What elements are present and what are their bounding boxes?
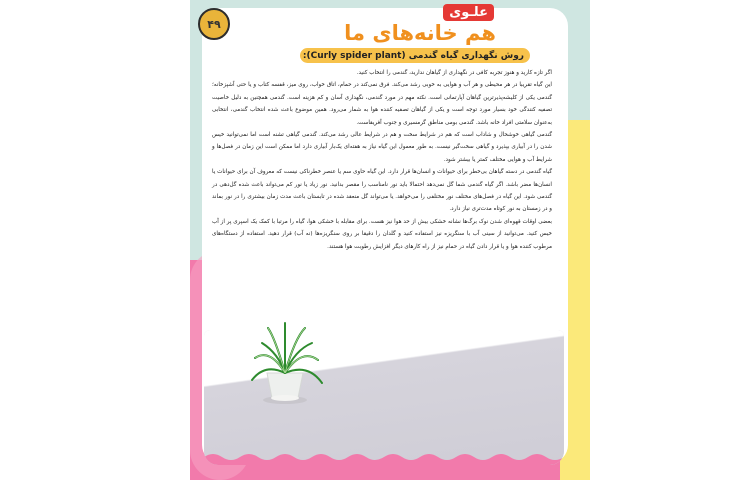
paragraph: این گیاه تقریبا در هر محیطی و هر آب و هوایی به خوبی رشد می‌کند. فرق نمی‌کند در حمام، اتاق خواب، روی میز، قفسه کتاب و یا حتی آشپزخانه؛ گندمی یکی از کلیشه‌پذیرترین گیاهان آپارتمانی است. نکته مهم در مورد گندمی، نگهداری آسان و کم هزینه است. گندمی همچنین به دلیل خاصیت تصفیه کنندگی خود بسیار مورد توجه است و یکی از گیاهان تصفیه کننده هوا به شمار می‌رود. همین موضوع باعث شده انتخاب گندمی، انتخابی به‌عنوان سلامتی افراد خانه باشد. گندمی بومی مناطق گرمسیری و جنوب آفریقاست.: [212, 82, 552, 126]
paragraph: اگر تازه کارید و هنوز تجربه کافی در نگهداری از گیاهان ندارید، گندمی را انتخاب کنید.: [356, 70, 552, 76]
section-badge: علـوی: [443, 4, 494, 21]
section-subtitle: روش نگهداری گیاه گندمی (Curly spider plant):: [300, 48, 530, 63]
page-number: ۴۹: [207, 17, 221, 31]
spider-plant-icon: [240, 318, 330, 408]
article-body: [212, 67, 552, 253]
page-title: هم خانه‌های ما: [344, 21, 496, 45]
paragraph: گندمی گیاهی خوشحال و شاداب است که هم در شرایط سخت و هم در شرایط عالی رشد می‌کند. گندمی گیاهی تشنه است اما نمی‌توانید خیس شدن را در آبیاری بپذیرد و گیاهی سخت‌گیر نیست. به طور معمول این گیاه نیاز به هفته‌ای یک‌بار آبیاری دارد اما ممکن است این زمان در فصل‌ها و شرایط آب و هوایی مختلف کمتر یا بیشتر شود.: [212, 132, 552, 163]
paragraph: گیاه گندمی در دسته گیاهان بی‌خطر برای حیوانات و انسان‌ها قرار دارد. این گیاه حاوی سم یا عنصر خطرناکی نیست که معروف آن برای حیوانات یا انسان‌ها مضر باشد. اگر گیاه گندمی شما گل نمی‌دهد احتمالا باید نور نامناسب را مقصر بدانید. نور زیاد یا نور کم می‌تواند باعث شده گل‌دهی در گندمی شود. این گیاه در فصل‌های مختلف نور مختلفی را می‌خواهد. یا می‌تواند گل منعقد شده در تابستان باعث مدت زمان بیشتری را در نور بماند و در زمستان به نور کوتاه مدت‌تری نیاز دارد.: [212, 169, 552, 213]
page-number-badge: [198, 8, 230, 40]
paragraph: بعضی اوقات قهوه‌ای شدن نوک برگ‌ها نشانه خشکی بیش از حد هوا نیز هست. برای مقابله با خشکی هوا، گیاه را مرتبا با کمک یک اسپری پر از آب خیس کنید. می‌توانید از سینی آب با سنگریزه نیز استفاده کنید و گلدان را دقیقا بر روی سنگریزه‌ها (نه آب) قرار دهید. استفاده از دستگاه‌های مرطوب کننده هوا و یا قرار دادن گیاه در حمام نیز از راه کارهای دیگر افزایش رطوبت هوا هستند.: [212, 218, 552, 250]
magazine-page: [190, 0, 590, 480]
wavy-border-icon: [204, 451, 564, 465]
